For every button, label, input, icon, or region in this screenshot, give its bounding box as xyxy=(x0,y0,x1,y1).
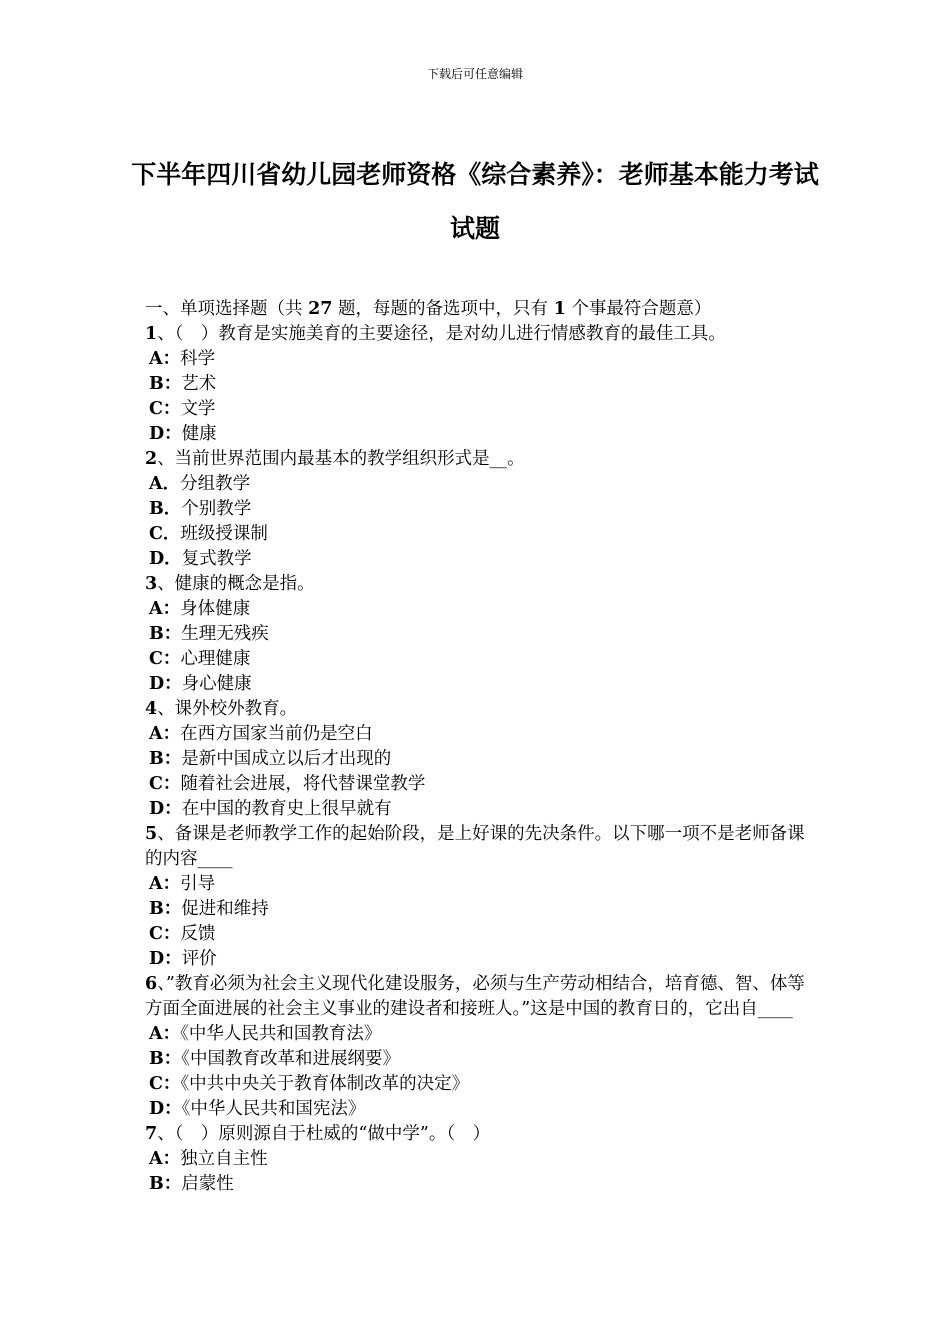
option-label: D： xyxy=(149,674,182,694)
option-text: 反馈 xyxy=(180,924,216,944)
option-text: 独立自主性 xyxy=(180,1149,268,1169)
option-text: 班级授课制 xyxy=(180,524,268,544)
option-label: D： xyxy=(149,424,182,444)
option-label: B． xyxy=(149,499,182,519)
header-note: 下载后可任意编辑 xyxy=(426,67,523,81)
question-stem xyxy=(145,572,815,597)
option-label: D： xyxy=(149,799,182,819)
option-text: 《中国教育改革和进展纲要》 xyxy=(181,1049,401,1069)
option-label: C： xyxy=(149,924,181,944)
option-label: D． xyxy=(149,549,182,569)
question-stem xyxy=(145,1122,815,1147)
answer-option xyxy=(145,372,815,397)
question-text: 、当前世界范围内最基本的教学组织形式是__。 xyxy=(157,449,525,469)
answer-option xyxy=(145,747,815,772)
answer-option xyxy=(145,772,815,797)
option-label: C： xyxy=(149,399,181,419)
answer-option xyxy=(145,397,815,422)
option-list xyxy=(145,472,815,572)
option-text: 《中华人民共和国教育法》 xyxy=(180,1024,382,1044)
question-item xyxy=(145,697,815,822)
answer-option xyxy=(145,922,815,947)
document-body xyxy=(145,297,815,1197)
answer-option xyxy=(145,1047,815,1072)
option-text: 科学 xyxy=(180,349,216,369)
option-list xyxy=(145,1147,815,1197)
option-text: 健康 xyxy=(181,424,217,444)
option-text: 《中华人民共和国宪法》 xyxy=(181,1099,366,1119)
answer-option xyxy=(145,947,815,972)
question-item xyxy=(145,972,815,1122)
option-label: B： xyxy=(149,1049,182,1069)
answer-option xyxy=(145,722,815,747)
question-text: 、备课是老师教学工作的起始阶段，是上好课的先决条件。以下哪一项不是老师备课的内容____ xyxy=(145,824,805,869)
option-list xyxy=(145,347,815,447)
option-text: 在中国的教育史上很早就有 xyxy=(181,799,392,819)
question-item xyxy=(145,572,815,697)
option-label: B： xyxy=(149,899,182,919)
answer-option xyxy=(145,872,815,897)
question-stem xyxy=(145,822,815,872)
option-text: 分组教学 xyxy=(180,474,251,494)
option-label: C． xyxy=(149,524,181,544)
question-item xyxy=(145,447,815,572)
document-title: 下半年四川省幼儿园老师资格《综合素养》：老师基本能力考试试题 xyxy=(131,160,819,243)
question-number: 1 xyxy=(145,324,158,344)
question-count: 27 xyxy=(308,299,333,319)
question-text: 、健康的概念是指。 xyxy=(157,574,315,594)
option-label: A： xyxy=(149,1024,181,1044)
option-text: 身体健康 xyxy=(180,599,251,619)
question-stem xyxy=(145,972,815,1022)
option-label: A： xyxy=(149,599,181,619)
answer-option xyxy=(145,1097,815,1122)
option-text: 在西方国家当前仍是空白 xyxy=(180,724,373,744)
option-text: 引导 xyxy=(180,874,216,894)
question-item xyxy=(145,322,815,447)
section-heading xyxy=(145,297,815,322)
option-text: 文学 xyxy=(180,399,216,419)
answer-option xyxy=(145,797,815,822)
question-text: 、（ ）原则源自于杜威的“做中学”。（ ） xyxy=(157,1124,491,1144)
option-list xyxy=(145,1022,815,1122)
question-text: 、（ ）教育是实施美育的主要途径，是对幼儿进行情感教育的最佳工具。 xyxy=(157,324,726,344)
answer-option xyxy=(145,1172,815,1197)
option-list xyxy=(145,597,815,697)
question-number: 6 xyxy=(145,974,158,994)
option-text: 促进和维持 xyxy=(181,899,269,919)
option-label: B： xyxy=(149,624,182,644)
option-label: A： xyxy=(149,1149,181,1169)
option-text: 生理无残疾 xyxy=(181,624,269,644)
answer-count: 1 xyxy=(553,299,566,319)
question-number: 3 xyxy=(145,574,158,594)
option-text: 心理健康 xyxy=(180,649,251,669)
answer-option xyxy=(145,597,815,622)
option-label: C： xyxy=(149,649,181,669)
section-label-end: 个事最符合题意） xyxy=(571,299,712,319)
option-label: D： xyxy=(149,1099,182,1119)
answer-option xyxy=(145,547,815,572)
question-number: 2 xyxy=(145,449,158,469)
question-number: 7 xyxy=(145,1124,158,1144)
option-list xyxy=(145,722,815,822)
question-item xyxy=(145,1122,815,1197)
option-label: B： xyxy=(149,749,182,769)
option-text: 艺术 xyxy=(181,374,217,394)
option-text: 个别教学 xyxy=(181,499,252,519)
option-text: 启蒙性 xyxy=(181,1174,234,1194)
question-stem xyxy=(145,697,815,722)
option-text: 随着社会进展，将代替课堂教学 xyxy=(180,774,426,794)
option-label: B： xyxy=(149,1174,182,1194)
question-text: 、”教育必须为社会主义现代化建设服务，必须与生产劳动相结合，培育德、智、体等方面全面进展的社会主义事业的建设者和接班人。”这是中国的教育日的，它出自____ xyxy=(145,974,805,1019)
question-number: 5 xyxy=(145,824,158,844)
answer-option xyxy=(145,1022,815,1047)
answer-option xyxy=(145,897,815,922)
option-label: D： xyxy=(149,949,182,969)
question-item xyxy=(145,822,815,972)
option-label: A． xyxy=(149,474,181,494)
question-text: 、课外校外教育。 xyxy=(157,699,298,719)
answer-option xyxy=(145,347,815,372)
option-label: C： xyxy=(149,774,181,794)
option-text: 复式教学 xyxy=(181,549,252,569)
section-label-mid: 题，每题的备选项中，只有 xyxy=(338,299,549,319)
option-label: C： xyxy=(149,1074,181,1094)
section-label: 一、单项选择题（共 xyxy=(145,299,303,319)
answer-option xyxy=(145,647,815,672)
answer-option xyxy=(145,472,815,497)
answer-option xyxy=(145,1147,815,1172)
question-list xyxy=(145,322,815,1197)
option-text: 是新中国成立以后才出现的 xyxy=(181,749,392,769)
answer-option xyxy=(145,1072,815,1097)
answer-option xyxy=(145,622,815,647)
answer-option xyxy=(145,672,815,697)
question-stem xyxy=(145,447,815,472)
question-number: 4 xyxy=(145,699,158,719)
option-label: B： xyxy=(149,374,182,394)
answer-option xyxy=(145,422,815,447)
question-stem xyxy=(145,322,815,347)
answer-option xyxy=(145,497,815,522)
option-list xyxy=(145,872,815,972)
option-text: 身心健康 xyxy=(181,674,252,694)
option-text: 评价 xyxy=(181,949,217,969)
answer-option xyxy=(145,522,815,547)
option-label: A： xyxy=(149,724,181,744)
option-label: A： xyxy=(149,874,181,894)
option-label: A： xyxy=(149,349,181,369)
option-text: 《中共中央关于教育体制改革的决定》 xyxy=(180,1074,470,1094)
